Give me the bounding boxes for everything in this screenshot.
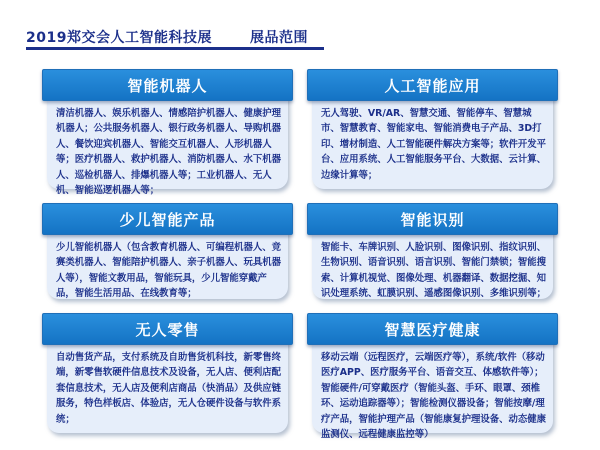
title-underline	[26, 47, 324, 50]
panel-title: 智能机器人	[42, 69, 293, 101]
page-title	[26, 27, 308, 47]
panel-title: 人工智能应用	[307, 69, 558, 101]
panel-body: 清洁机器人、娱乐机器人、情感陪护机器人、健康护理机器人；公共服务机器人、银行政务机器人、导购机器人、餐饮迎宾机器人、智能交互机器人、人形机器人等；医疗机器人、救护机器人、消防机器人、水下机器人、巡检机器人、排爆机器人等；工业机器人、无人机、智能巡逻机器人等；	[56, 108, 282, 197]
exhibition-title: 2019郑交会人工智能科技展	[26, 30, 212, 46]
panel-title: 少儿智能产品	[42, 203, 293, 235]
panel-body: 少儿智能机器人（包含教育机器人、可编程机器人、竞赛类机器人、智能陪护机器人、亲子机器人、玩具机器人等），智能文教用品，智能玩具，少儿智能穿戴产品，智能生活用品、在线教育等；	[56, 242, 282, 300]
panel-smart-healthcare	[312, 320, 553, 441]
panel-title: 无人零售	[42, 313, 293, 345]
panel-body: 智能卡、车牌识别、人脸识别、图像识别、指纹识别、生物识别、语音识别、语言识别、智能门禁锁；智能搜索、计算机视觉、图像处理、机器翻译、数据挖掘、知识处理系统、虹膜识别、遥感图像识别、多维识别等；	[321, 242, 547, 300]
section-title: 展品范围	[249, 30, 308, 46]
panel-body: 移动云端（远程医疗，云端医疗等），系统/软件（移动医疗APP、医疗服务平台、语音交互、体感软件等）；智能硬件/可穿戴医疗（智能头盔、手环、眼罩、颈椎环、运动追踪器等）；智能检测仪器设备；智能按摩/理疗产品，智能护理产品（智能康复护理设备、动态健康监测仪、远程健康监控等）	[321, 352, 547, 441]
panel-ai-applications	[312, 78, 553, 189]
panel-intelligent-robots	[47, 76, 288, 197]
panel-body: 无人驾驶、VR/AR、智慧交通、智能停车、智慧城市、智慧教育、智能家电、智能消费电子产品、3D打印、增材制造、人工智能硬件解决方案等；软件开发平台、应用系统、人工智能服务平台、大数据、云计算、边缘计算等；	[321, 108, 547, 181]
panel-smart-recognition	[312, 212, 553, 299]
panel-title: 智能识别	[307, 203, 558, 235]
panel-kids-smart-products	[47, 212, 288, 299]
panel-body: 自动售货产品，支付系统及自助售货机科技，新零售终端，新零售软硬件信息技术及设备，无人店、便利店配套信息技术，无人店及便利店商品（快消品）及供应链服务，特色样板店、体验店，无人仓硬件设备与软件系统；	[56, 352, 282, 425]
panel-title: 智慧医疗健康	[307, 313, 558, 345]
panel-unmanned-retail	[47, 322, 288, 433]
